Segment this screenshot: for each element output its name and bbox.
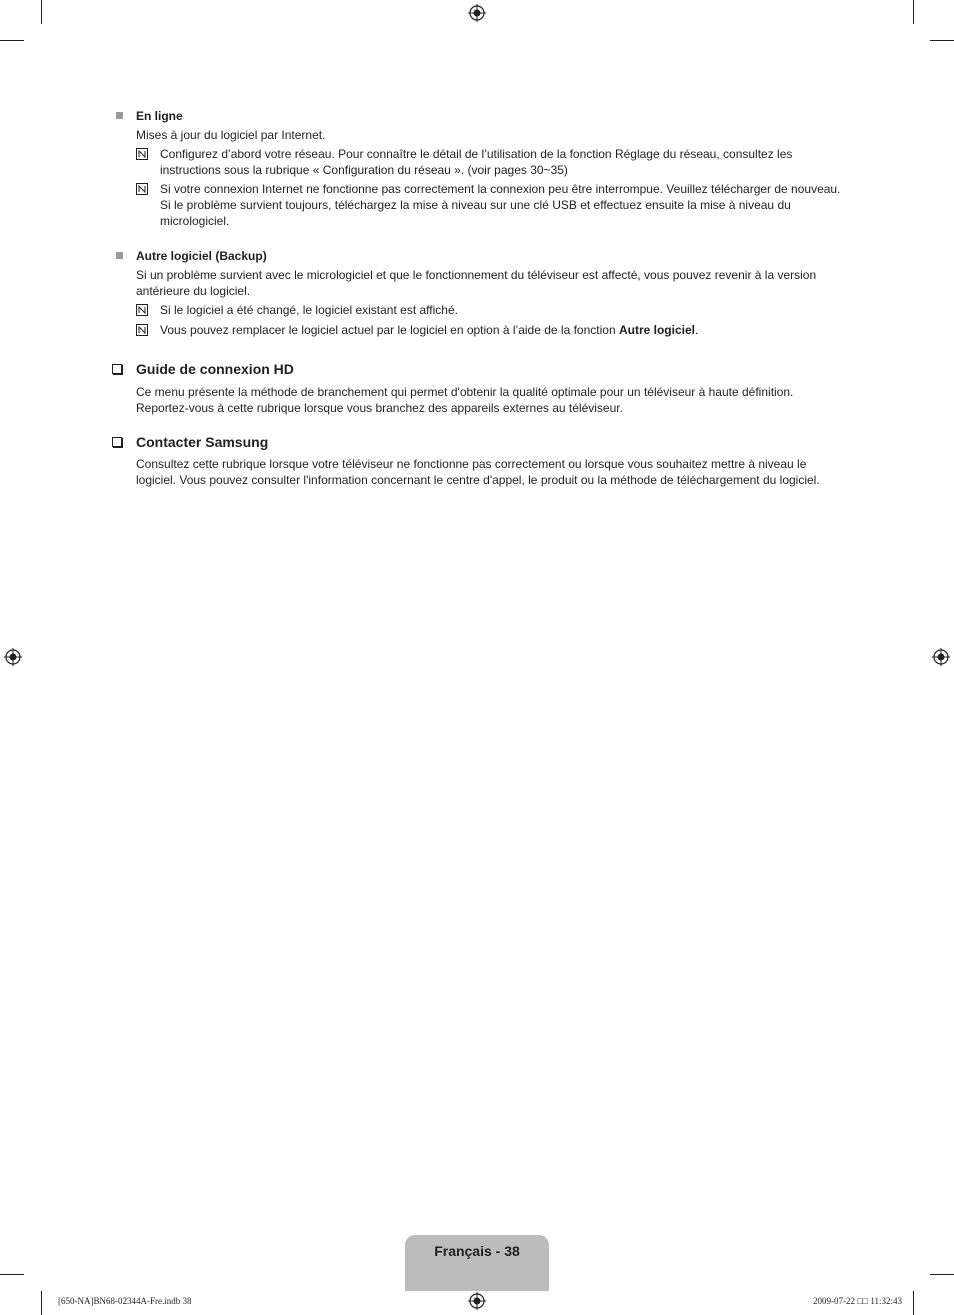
page-content [112,108,842,488]
note-text: Si le logiciel a été changé, le logiciel existant est affiché. [160,303,458,317]
note-text: Configurez d’abord votre réseau. Pour connaître le détail de l’utilisation de la fonction Réglage du réseau, consultez les instructions sous la rubrique « Configuration du réseau ». (voir pages 30~35) [160,147,793,177]
square-bullet-icon [116,112,123,119]
note-icon [136,304,148,316]
crop-mark [913,1291,914,1315]
crop-mark [41,0,42,24]
square-bullet-icon [116,252,123,259]
print-slug-right: 2009-07-22 □□ 11:32:43 [812,1296,902,1306]
note-item [136,181,842,229]
print-slug-left: [650-NA]BN68-02344A-Fre.indb 38 [58,1296,192,1306]
note-icon [136,324,148,336]
subsection-body: Mises à jour du logiciel par Internet. [136,128,326,142]
section-contacter-samsung [112,433,842,488]
section-heading [136,360,842,378]
section-autre-logiciel [112,248,842,338]
crop-mark [0,1274,24,1275]
section-heading [136,433,842,451]
registration-mark-icon [468,4,486,22]
note-icon [136,183,148,195]
page-number-tab [405,1235,549,1291]
note-item [136,322,842,338]
note-emphasis: Autre logiciel [618,323,695,337]
note-item [136,302,842,318]
section-en-ligne [112,108,842,229]
note-item [136,146,842,178]
section-heading-text: Guide de connexion HD [136,361,294,377]
subsection-title: En ligne [136,109,183,123]
note-icon [136,148,148,160]
section-body: Consultez cette rubrique lorsque votre téléviseur ne fonctionne pas correctement ou lorsque vous souhaitez mettre à niveau le logiciel. Vous pouvez consulter l'information concernant le centre d'appel, le produit ou la méthode de téléchargement du logiciel. [136,457,820,487]
registration-mark-icon [4,648,22,666]
page-number: Français - 38 [434,1243,520,1259]
checkbox-bullet-icon [112,437,122,447]
crop-mark [913,0,914,24]
note-text: Vous pouvez remplacer le logiciel actuel par le logiciel en option à l’aide de la fonction [160,323,619,337]
checkbox-bullet-icon [112,364,122,374]
registration-mark-icon [468,1292,486,1310]
registration-mark-icon [932,648,950,666]
crop-mark [41,1291,42,1315]
crop-mark [930,40,954,41]
note-text: Si votre connexion Internet ne fonctionne pas correctement la connexion peu être interrompue. Veuillez télécharger de nouveau. Si le problème survient toujours, téléchargez la mise à niveau sur une clé USB et effectuez ensuite la mise à niveau du micrologiciel. [160,182,841,228]
note-text-end: . [694,323,699,337]
section-guide-hd [112,360,842,416]
subsection-body: Si un problème survient avec le micrologiciel et que le fonctionnement du téléviseur est affecté, vous pouvez revenir à la version antérieure du logiciel. [136,268,817,298]
crop-mark [0,40,24,41]
subsection-title: Autre logiciel (Backup) [136,249,267,263]
section-heading-text: Contacter Samsung [136,434,269,450]
crop-mark [930,1274,954,1275]
section-body: Ce menu présente la méthode de branchement qui permet d'obtenir la qualité optimale pour un téléviseur à haute définition. Reportez-vous à cette rubrique lorsque vous branchez des appareils externes au téléviseur. [136,385,794,415]
